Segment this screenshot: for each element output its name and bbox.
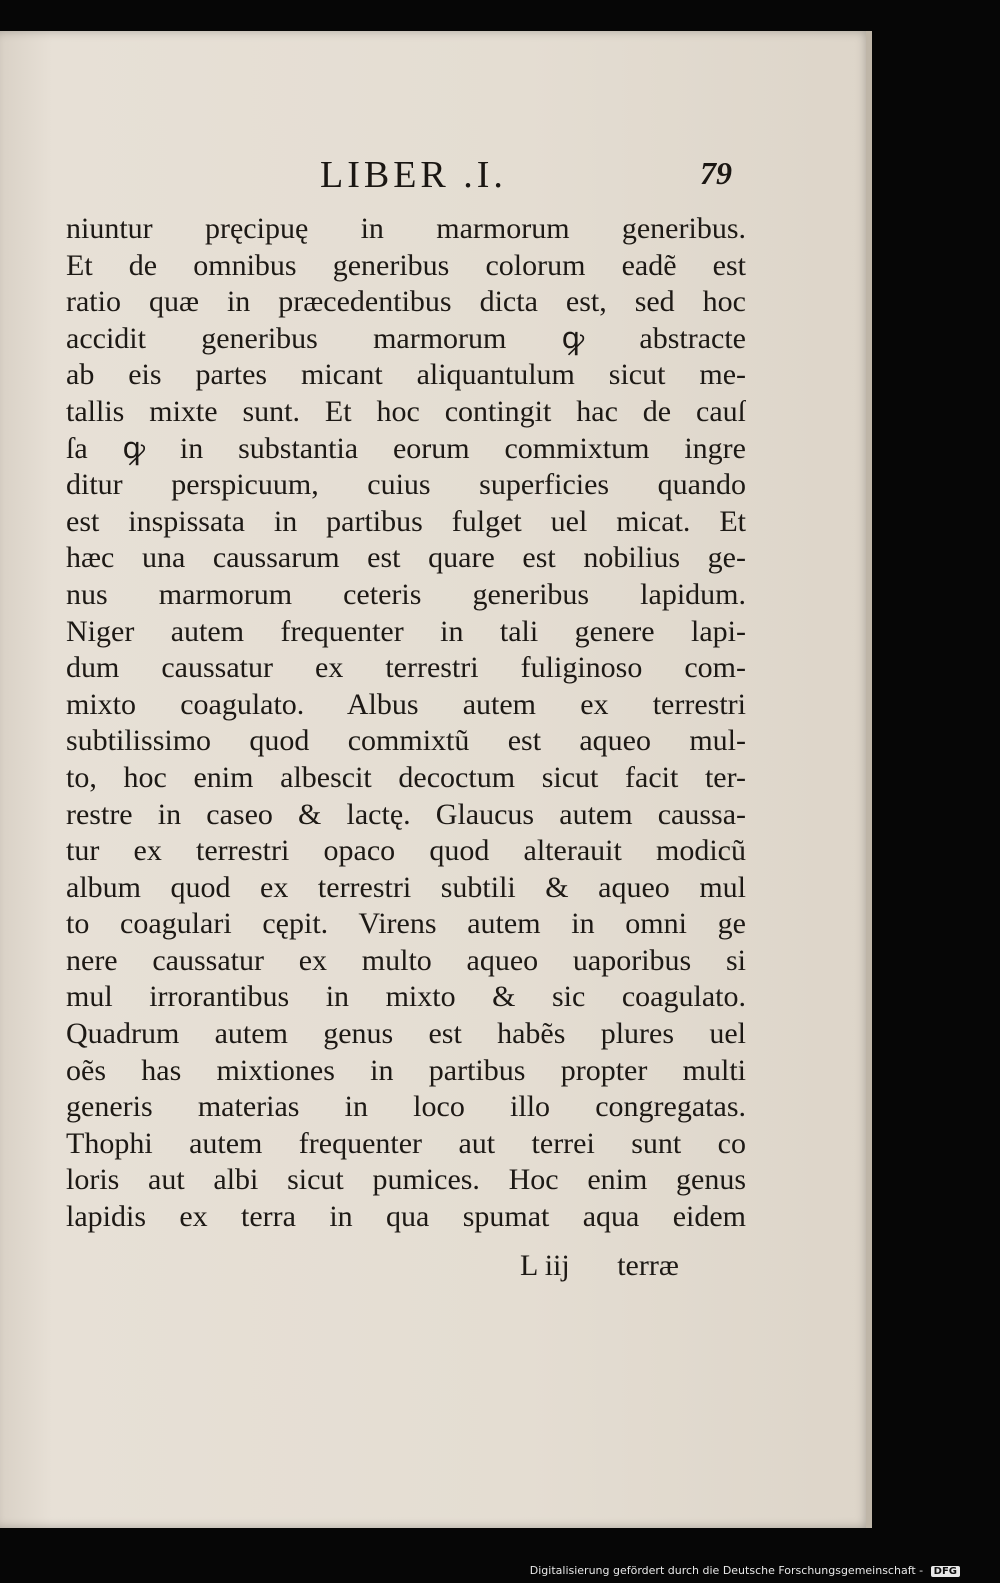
text-line: mul irrorantibus in mixto & sic coagulato. — [66, 980, 746, 1014]
text-line: restre in caseo & lactę. Glaucus autem caussa- — [66, 797, 746, 831]
text-line: dum caussatur ex terrestri fuliginoso com- — [66, 651, 746, 685]
text-line: Et de omnibus generibus colorum eadẽ est — [66, 248, 746, 282]
catchword: terræ — [617, 1249, 679, 1282]
digitization-credit — [530, 1564, 960, 1577]
signature-mark: L iij — [520, 1249, 570, 1282]
text-line: Niger autem frequenter in tali genere lapi- — [66, 614, 746, 648]
text-line: oẽs has mixtiones in partibus propter multi — [66, 1053, 746, 1087]
text-line: ratio quæ in præcedentibus dicta est, sed hoc — [66, 285, 746, 319]
text-line: Quadrum autem genus est habẽs plures uel — [66, 1017, 746, 1051]
text-line: generis materias in loco illo congregatas. — [66, 1090, 746, 1124]
running-head: LIBER .I. — [320, 154, 507, 196]
text-line: to, hoc enim albescit decoctum sicut facit ter- — [66, 760, 746, 794]
text-line: album quod ex terrestri subtili & aqueo mul — [66, 870, 746, 904]
credit-text: Digitalisierung gefördert durch die Deutsche Forschungsgemeinschaft - — [529, 1564, 924, 1577]
text-line: tur ex terrestri opaco quod alterauit modicũ — [66, 834, 746, 868]
text-line: ab eis partes micant aliquantulum sicut me- — [66, 358, 746, 392]
text-line: to coagulari cępit. Virens autem in omni ge — [66, 907, 746, 941]
text-line: subtilissimo quod commixtũ est aqueo mul- — [66, 724, 746, 758]
text-line: mixto coagulato. Albus autem ex terrestri — [66, 687, 746, 721]
folio-number: 79 — [700, 155, 732, 191]
book-page — [0, 31, 872, 1528]
page-header — [0, 149, 872, 199]
text-line: tallis mixte sunt. Et hoc contingit hac de cauſ — [66, 394, 746, 428]
text-line: accidit generibus marmorum ꝙ abstracte — [66, 321, 746, 355]
text-line: Thophi autem frequenter aut terrei sunt co — [66, 1126, 746, 1160]
text-line: nus marmorum ceteris generibus lapidum. — [66, 577, 746, 611]
text-line: hæc una caussarum est quare est nobilius ge- — [66, 541, 746, 575]
text-line: est inspissata in partibus fulget uel micat. Et — [66, 504, 746, 538]
dfg-logo-icon: DFG — [931, 1566, 960, 1577]
text-line: niuntur pręcipuę in marmorum generibus. — [66, 212, 746, 245]
text-line: nere caussatur ex multo aqueo uaporibus si — [66, 943, 746, 977]
body-text — [66, 211, 746, 1236]
catchword-line — [520, 1249, 679, 1283]
text-line: ditur perspicuum, cuius superficies quando — [66, 468, 746, 502]
text-line: ſa ꝙ in substantia eorum commixtum ingre — [66, 431, 746, 465]
text-line: lapidis ex terra in qua spumat aqua eidem — [66, 1200, 746, 1234]
text-line: loris aut albi sicut pumices. Hoc enim genus — [66, 1163, 746, 1197]
